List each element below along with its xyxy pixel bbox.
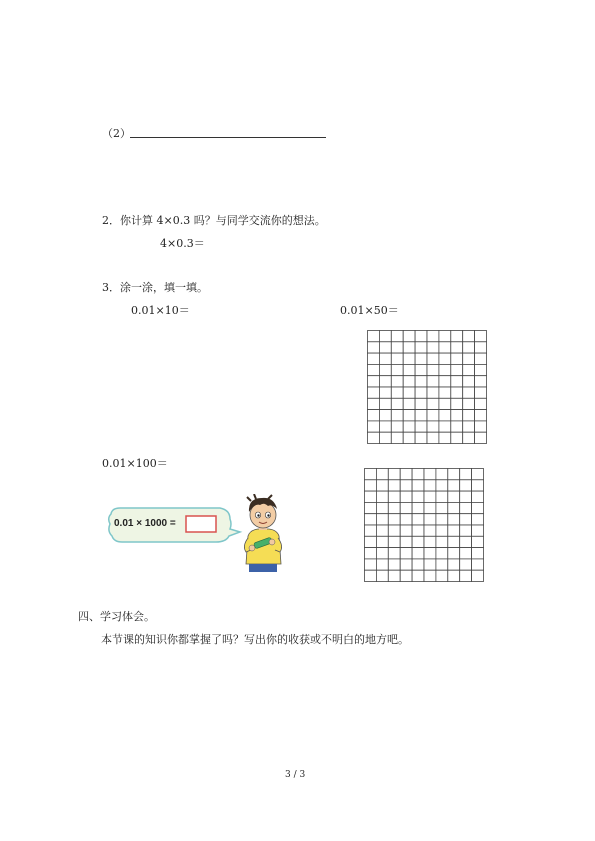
grid-cell[interactable] bbox=[400, 491, 412, 502]
bubble-expression: 0.01 × 1000 = bbox=[114, 518, 176, 529]
grid-cell[interactable] bbox=[376, 525, 388, 536]
grid-cell[interactable] bbox=[403, 353, 415, 364]
grid-cell[interactable] bbox=[451, 342, 463, 353]
hundred-grid-2[interactable] bbox=[364, 468, 484, 582]
grid-cell[interactable] bbox=[472, 536, 484, 547]
grid-cell[interactable] bbox=[388, 559, 400, 570]
grid-cell[interactable] bbox=[400, 570, 412, 581]
grid-cell[interactable] bbox=[412, 525, 424, 536]
grid-cell[interactable] bbox=[463, 342, 475, 353]
grid-cell[interactable] bbox=[460, 502, 472, 513]
grid-cell[interactable] bbox=[475, 387, 487, 398]
grid-cell[interactable] bbox=[451, 410, 463, 421]
grid-cell[interactable] bbox=[460, 559, 472, 570]
grid-cell[interactable] bbox=[439, 387, 451, 398]
grid-cell[interactable] bbox=[415, 376, 427, 387]
grid-cell[interactable] bbox=[368, 387, 380, 398]
grid-cell[interactable] bbox=[439, 342, 451, 353]
grid-cell[interactable] bbox=[424, 548, 436, 559]
grid-cell[interactable] bbox=[368, 331, 380, 342]
grid-cell[interactable] bbox=[365, 480, 377, 491]
boy-illustration bbox=[238, 494, 288, 572]
grid-cell[interactable] bbox=[460, 525, 472, 536]
grid-cell[interactable] bbox=[460, 469, 472, 480]
grid-cell[interactable] bbox=[472, 491, 484, 502]
grid-cell[interactable] bbox=[427, 376, 439, 387]
grid-cell[interactable] bbox=[448, 525, 460, 536]
answer-box[interactable] bbox=[186, 516, 216, 532]
grid-cell[interactable] bbox=[412, 491, 424, 502]
grid-cell[interactable] bbox=[472, 480, 484, 491]
grid-cell[interactable] bbox=[400, 525, 412, 536]
grid-cell[interactable] bbox=[448, 469, 460, 480]
grid-cell[interactable] bbox=[424, 502, 436, 513]
grid-cell[interactable] bbox=[403, 421, 415, 432]
grid-cell[interactable] bbox=[412, 548, 424, 559]
grid-cell[interactable] bbox=[415, 353, 427, 364]
grid-cell[interactable] bbox=[391, 398, 403, 409]
grid-cell[interactable] bbox=[475, 398, 487, 409]
grid-cell[interactable] bbox=[475, 410, 487, 421]
grid-cell[interactable] bbox=[379, 387, 391, 398]
grid-cell[interactable] bbox=[412, 570, 424, 581]
grid-cell[interactable] bbox=[403, 432, 415, 443]
grid-cell[interactable] bbox=[436, 491, 448, 502]
grid-cell[interactable] bbox=[365, 559, 377, 570]
grid-cell[interactable] bbox=[376, 469, 388, 480]
grid-cell[interactable] bbox=[388, 502, 400, 513]
grid-cell[interactable] bbox=[439, 421, 451, 432]
grid-cell[interactable] bbox=[391, 410, 403, 421]
grid-cell[interactable] bbox=[400, 480, 412, 491]
grid-cell[interactable] bbox=[388, 548, 400, 559]
page-number: 3 / 3 bbox=[285, 770, 306, 780]
grid-cell[interactable] bbox=[368, 364, 380, 375]
grid-cell[interactable] bbox=[475, 421, 487, 432]
grid-cell[interactable] bbox=[439, 331, 451, 342]
grid-cell[interactable] bbox=[376, 570, 388, 581]
grid-cell[interactable] bbox=[448, 480, 460, 491]
grid-cell[interactable] bbox=[379, 331, 391, 342]
grid-cell[interactable] bbox=[460, 548, 472, 559]
grid-cell[interactable] bbox=[379, 432, 391, 443]
grid-cell[interactable] bbox=[463, 432, 475, 443]
grid-cell[interactable] bbox=[403, 364, 415, 375]
grid-cell[interactable] bbox=[403, 376, 415, 387]
grid-cell[interactable] bbox=[391, 353, 403, 364]
grid-cell[interactable] bbox=[400, 536, 412, 547]
grid-cell[interactable] bbox=[427, 398, 439, 409]
grid-cell[interactable] bbox=[475, 432, 487, 443]
grid-cell[interactable] bbox=[368, 432, 380, 443]
grid-cell[interactable] bbox=[451, 387, 463, 398]
grid-cell[interactable] bbox=[424, 536, 436, 547]
question-2-prompt: 2．你计算 4×0.3 吗？与同学交流你的想法。 bbox=[102, 214, 326, 227]
grid-cell[interactable] bbox=[427, 387, 439, 398]
grid-cell[interactable] bbox=[365, 548, 377, 559]
grid-cell[interactable] bbox=[424, 469, 436, 480]
grid-cell[interactable] bbox=[448, 536, 460, 547]
grid-cell[interactable] bbox=[415, 364, 427, 375]
grid-cell[interactable] bbox=[412, 536, 424, 547]
grid-cell[interactable] bbox=[475, 353, 487, 364]
question-3-prompt: 3．涂一涂，填一填。 bbox=[102, 281, 208, 294]
grid-cell[interactable] bbox=[368, 353, 380, 364]
grid-cell[interactable] bbox=[376, 548, 388, 559]
grid-cell[interactable] bbox=[427, 432, 439, 443]
grid-cell[interactable] bbox=[448, 514, 460, 525]
grid-cell[interactable] bbox=[463, 376, 475, 387]
grid-cell[interactable] bbox=[451, 432, 463, 443]
grid-cell[interactable] bbox=[365, 536, 377, 547]
grid-cell[interactable] bbox=[365, 491, 377, 502]
grid-cell[interactable] bbox=[415, 410, 427, 421]
grid-cell[interactable] bbox=[403, 398, 415, 409]
grid-cell[interactable] bbox=[368, 421, 380, 432]
grid-cell[interactable] bbox=[376, 514, 388, 525]
grid-cell[interactable] bbox=[391, 331, 403, 342]
grid-cell[interactable] bbox=[388, 536, 400, 547]
grid-cell[interactable] bbox=[460, 480, 472, 491]
grid-cell[interactable] bbox=[391, 376, 403, 387]
grid-cell[interactable] bbox=[376, 491, 388, 502]
grid-cell[interactable] bbox=[415, 421, 427, 432]
grid-cell[interactable] bbox=[424, 480, 436, 491]
grid-cell[interactable] bbox=[451, 331, 463, 342]
grid-cell[interactable] bbox=[463, 331, 475, 342]
grid-cell[interactable] bbox=[427, 353, 439, 364]
grid-cell[interactable] bbox=[412, 559, 424, 570]
grid-cell[interactable] bbox=[391, 342, 403, 353]
grid-cell[interactable] bbox=[436, 469, 448, 480]
grid-cell[interactable] bbox=[365, 525, 377, 536]
grid-cell[interactable] bbox=[415, 342, 427, 353]
grid-cell[interactable] bbox=[368, 398, 380, 409]
grid-cell[interactable] bbox=[427, 364, 439, 375]
grid-cell[interactable] bbox=[403, 331, 415, 342]
grid-cell[interactable] bbox=[436, 559, 448, 570]
grid-cell[interactable] bbox=[463, 421, 475, 432]
grid-cell[interactable] bbox=[376, 559, 388, 570]
question-2-expression: 4×0.3＝ bbox=[160, 237, 205, 250]
grid-cell[interactable] bbox=[460, 514, 472, 525]
grid-cell[interactable] bbox=[365, 502, 377, 513]
grid-cell[interactable] bbox=[424, 491, 436, 502]
grid-cell[interactable] bbox=[365, 570, 377, 581]
grid-cell[interactable] bbox=[463, 353, 475, 364]
grid-cell[interactable] bbox=[388, 469, 400, 480]
expression-b: 0.01×50＝ bbox=[340, 304, 399, 317]
grid-cell[interactable] bbox=[427, 410, 439, 421]
grid-cell[interactable] bbox=[388, 480, 400, 491]
grid-cell[interactable] bbox=[400, 469, 412, 480]
grid-cell[interactable] bbox=[463, 410, 475, 421]
grid-cell[interactable] bbox=[379, 376, 391, 387]
grid-cell[interactable] bbox=[424, 514, 436, 525]
grid-cell[interactable] bbox=[472, 570, 484, 581]
grid-cell[interactable] bbox=[403, 342, 415, 353]
grid-cell[interactable] bbox=[391, 432, 403, 443]
grid-cell[interactable] bbox=[472, 525, 484, 536]
grid-cell[interactable] bbox=[436, 525, 448, 536]
grid-cell[interactable] bbox=[439, 364, 451, 375]
grid-cell[interactable] bbox=[448, 559, 460, 570]
grid-cell[interactable] bbox=[368, 410, 380, 421]
grid-cell[interactable] bbox=[436, 480, 448, 491]
expression-c: 0.01×100＝ bbox=[102, 457, 168, 470]
grid-cell[interactable] bbox=[388, 525, 400, 536]
grid-cell[interactable] bbox=[391, 387, 403, 398]
grid-cell[interactable] bbox=[439, 353, 451, 364]
grid-cell[interactable] bbox=[400, 548, 412, 559]
grid-cell[interactable] bbox=[424, 570, 436, 581]
item-2-label: （2） bbox=[102, 127, 131, 140]
grid-cell[interactable] bbox=[412, 480, 424, 491]
grid-cell[interactable] bbox=[391, 364, 403, 375]
grid-cell[interactable] bbox=[436, 536, 448, 547]
grid-cell[interactable] bbox=[439, 432, 451, 443]
grid-cell[interactable] bbox=[451, 353, 463, 364]
grid-cell[interactable] bbox=[475, 342, 487, 353]
grid-cell[interactable] bbox=[475, 376, 487, 387]
grid-cell[interactable] bbox=[415, 387, 427, 398]
grid-cell[interactable] bbox=[400, 514, 412, 525]
grid-cell[interactable] bbox=[472, 469, 484, 480]
grid-cell[interactable] bbox=[412, 469, 424, 480]
grid-cell[interactable] bbox=[436, 514, 448, 525]
grid-cell[interactable] bbox=[436, 502, 448, 513]
grid-cell[interactable] bbox=[448, 570, 460, 581]
grid-cell[interactable] bbox=[451, 421, 463, 432]
grid-cell[interactable] bbox=[379, 421, 391, 432]
grid-cell[interactable] bbox=[403, 410, 415, 421]
grid-cell[interactable] bbox=[439, 410, 451, 421]
grid-cell[interactable] bbox=[448, 491, 460, 502]
grid-cell[interactable] bbox=[412, 514, 424, 525]
grid-cell[interactable] bbox=[427, 331, 439, 342]
grid-cell[interactable] bbox=[472, 502, 484, 513]
grid-cell[interactable] bbox=[436, 570, 448, 581]
grid-cell[interactable] bbox=[379, 342, 391, 353]
grid-cell[interactable] bbox=[379, 353, 391, 364]
grid-cell[interactable] bbox=[451, 398, 463, 409]
grid-cell[interactable] bbox=[365, 514, 377, 525]
expression-a: 0.01×10＝ bbox=[131, 304, 190, 317]
grid-cell[interactable] bbox=[451, 364, 463, 375]
grid-cell[interactable] bbox=[388, 514, 400, 525]
grid-cell[interactable] bbox=[451, 376, 463, 387]
grid-cell[interactable] bbox=[460, 570, 472, 581]
grid-cell[interactable] bbox=[463, 364, 475, 375]
grid-cell[interactable] bbox=[463, 387, 475, 398]
section-4-text: 本节课的知识你都掌握了吗？写出你的收获或不明白的地方吧。 bbox=[101, 633, 409, 646]
grid-cell[interactable] bbox=[388, 491, 400, 502]
grid-cell[interactable] bbox=[448, 502, 460, 513]
grid-cell[interactable] bbox=[472, 559, 484, 570]
grid-cell[interactable] bbox=[415, 432, 427, 443]
grid-cell[interactable] bbox=[388, 570, 400, 581]
grid-cell[interactable] bbox=[391, 421, 403, 432]
grid-cell[interactable] bbox=[439, 376, 451, 387]
grid-cell[interactable] bbox=[403, 387, 415, 398]
grid-cell[interactable] bbox=[400, 559, 412, 570]
grid-cell[interactable] bbox=[472, 548, 484, 559]
grid-cell[interactable] bbox=[376, 536, 388, 547]
grid-cell[interactable] bbox=[368, 376, 380, 387]
grid-cell[interactable] bbox=[475, 331, 487, 342]
grid-cell[interactable] bbox=[439, 398, 451, 409]
grid-cell[interactable] bbox=[415, 331, 427, 342]
section-4-heading: 四、学习体会。 bbox=[78, 610, 155, 623]
answer-line bbox=[130, 137, 326, 138]
grid-cell[interactable] bbox=[379, 398, 391, 409]
grid-cell[interactable] bbox=[460, 536, 472, 547]
grid-cell[interactable] bbox=[376, 502, 388, 513]
grid-cell[interactable] bbox=[368, 342, 380, 353]
grid-cell[interactable] bbox=[379, 410, 391, 421]
grid-cell[interactable] bbox=[460, 491, 472, 502]
grid-cell[interactable] bbox=[463, 398, 475, 409]
grid-cell[interactable] bbox=[427, 342, 439, 353]
grid-cell[interactable] bbox=[427, 421, 439, 432]
grid-cell[interactable] bbox=[475, 364, 487, 375]
hundred-grid-1[interactable] bbox=[367, 330, 487, 444]
grid-cell[interactable] bbox=[415, 398, 427, 409]
grid-cell[interactable] bbox=[412, 502, 424, 513]
grid-cell[interactable] bbox=[424, 525, 436, 536]
grid-cell[interactable] bbox=[376, 480, 388, 491]
grid-cell[interactable] bbox=[448, 548, 460, 559]
grid-cell[interactable] bbox=[436, 548, 448, 559]
grid-cell[interactable] bbox=[424, 559, 436, 570]
grid-cell[interactable] bbox=[472, 514, 484, 525]
grid-cell[interactable] bbox=[400, 502, 412, 513]
grid-cell[interactable] bbox=[365, 469, 377, 480]
grid-cell[interactable] bbox=[379, 364, 391, 375]
